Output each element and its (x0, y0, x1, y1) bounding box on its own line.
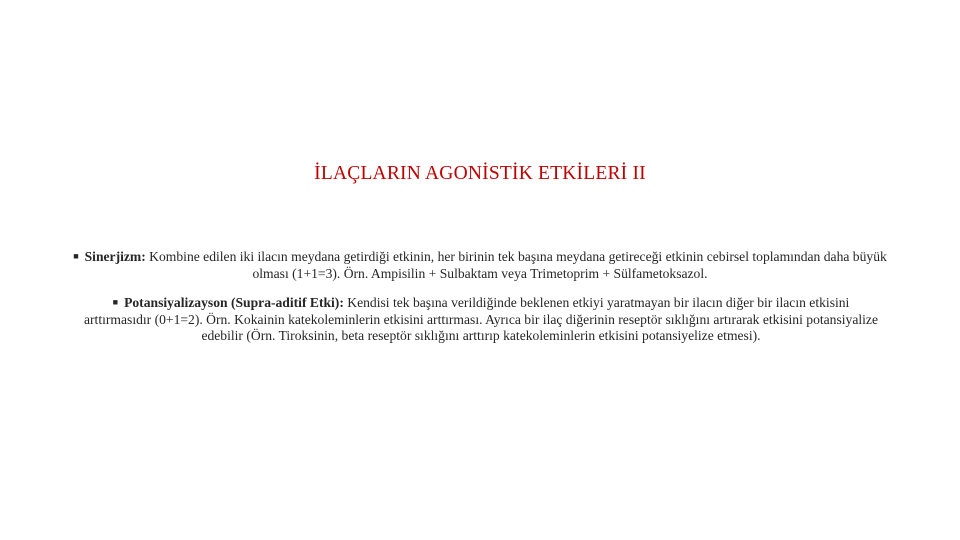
bullet-term: Potansiyalizayson (Supra-aditif Etki): (124, 295, 344, 310)
bullet-item-potentiation (78, 294, 884, 345)
bullet-text: Kendisi tek başına verildiğinde beklenen etkiyi yaratmayan bir ilacın diğer bir ilacın etkisini arttırmasıdır (0+1=2). Örn. Kokainin katekoleminlerin etkisini arttırması. Ayrıca bir ilaç diğerinin reseptör sıklığını artırarak etkisini potansiyalize edebilir (Örn. Tiroksinin, beta reseptör sıklığını arttırıp katekoleminlerin etkisini potansiyelize etmesi). (84, 295, 878, 343)
bullet-item-synergism (60, 248, 900, 282)
bullet-term: Sinerjizm: (84, 249, 146, 264)
slide-title: İLAÇLARIN AGONİSTİK ETKİLERİ II (314, 163, 646, 184)
square-bullet-icon: ■ (73, 251, 79, 261)
square-bullet-icon: ■ (112, 297, 119, 307)
bullet-text: Kombine edilen iki ilacın meydana getirdiği etkinin, her birinin tek başına meydana getireceği etkinin cebirsel toplamından daha büyük olması (1+1=3). Örn. Ampisilin + Sulbaktam veya Trimetoprim + Sülfametoksazol. (145, 249, 887, 281)
